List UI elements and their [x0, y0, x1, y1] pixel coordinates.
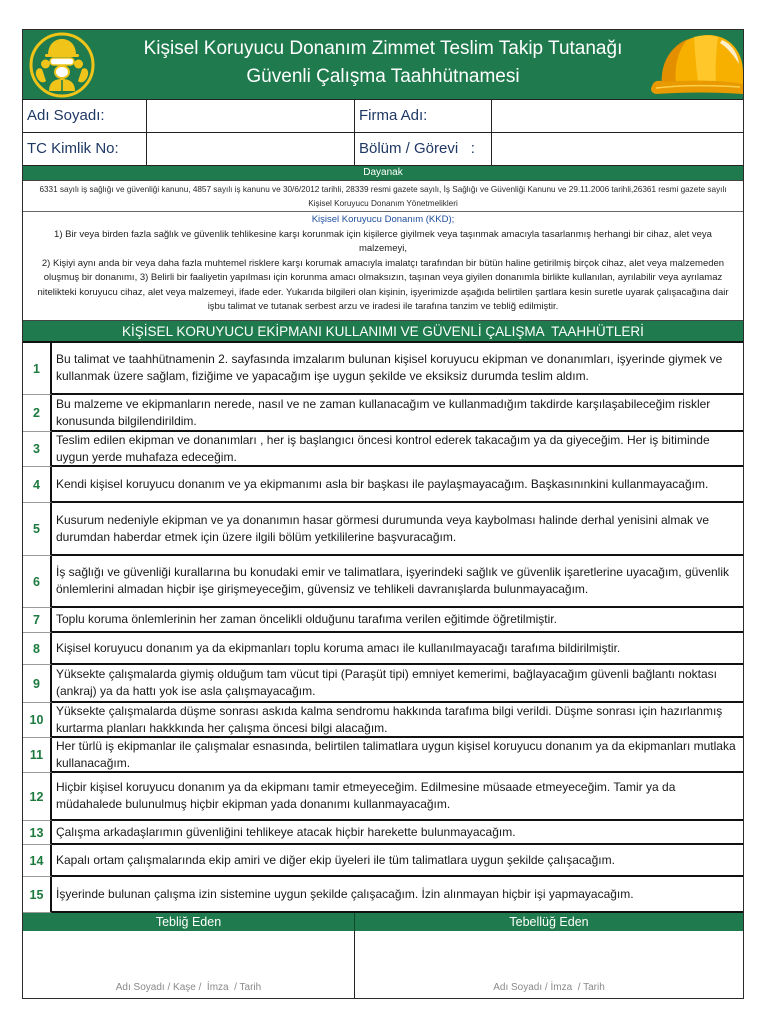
commitment-text-cell — [52, 432, 743, 467]
ppe-definition-item-1: 1) Bir veya birden fazla sağlık ve güvenlik tehlikesine karşı korunmak için kişilerce giyilmek veya taşınmak amacıyla tasarlanmış herhangi bir cihaz, alet veya malzemeyi, — [54, 228, 712, 254]
department-value-cell — [492, 133, 743, 165]
department-label: Bölüm / Görevi : — [355, 133, 492, 165]
recipient-signature-box — [355, 931, 743, 998]
signature-row — [23, 931, 743, 998]
commitment-text: Her türlü iş ekipmanlar ile çalışmalar esnasında, belirtilen talimatlara uygun kişisel koruyucu donanım ya da ekipmanları mutlaka kullanacağım. — [56, 738, 736, 770]
notifier-heading: Tebliğ Eden — [23, 913, 355, 931]
commitment-row — [23, 608, 743, 633]
commitment-row — [23, 738, 743, 773]
commitment-number: 2 — [23, 395, 52, 432]
name-value-cell — [147, 100, 355, 132]
commitment-number: 7 — [23, 608, 52, 633]
commitment-text-cell — [52, 821, 743, 845]
ppe-definition-title: Kişisel Koruyucu Donanım (KKD); — [311, 214, 455, 225]
commitment-text-cell — [52, 467, 743, 503]
commitment-text-cell — [52, 738, 743, 773]
commitment-row — [23, 395, 743, 432]
commitment-text: Yüksekte çalışmalarda giymiş olduğum tam vücut tipi (Paraşüt tipi) emniyet kemerimi, bağlayacağım güvenli bağlantı noktası (ankraj) ya da hattı yok ise asla çalışmayacağım. — [56, 667, 717, 698]
form-subtitle: Güvenli Çalışma Taahhütnamesi — [246, 66, 520, 87]
commitment-text: Kapalı ortam çalışmalarında ekip amiri ve diğer ekip üyeleri ile tüm talimatlara uygun şekilde çalışacağım. — [56, 852, 615, 867]
commitment-text-cell — [52, 633, 743, 665]
commitment-number: 9 — [23, 665, 52, 703]
commitment-text: Kişisel koruyucu donanım ya da ekipmanları toplu koruma amacı ile kullanılmayacağı tarafıma bildirilmiştir. — [56, 640, 621, 655]
commitment-text: Hiçbir kişisel koruyucu donanım ya da ekipmanı tamir etmeyeceğim. Edilmesine müsaade etmeyeceğim. Tamir ya da müdahalede bulunulmuş hiçbir ekipman yada donanımı kullanmayacağım. — [56, 780, 676, 811]
commitment-row — [23, 432, 743, 467]
commitment-row — [23, 703, 743, 738]
commitment-number: 12 — [23, 773, 52, 821]
ppe-definition-item-2: 2) Kişiyi aynı anda bir veya daha fazla muhtemel risklere karşı korumak amacıyla imalatçı tarafından bir bütün haline getirilmiş birçok cihaz, alet veya malzemeden oluşmuş bir donanımı, 3) Belirli bir faaliyetin yapılması için korunma amacı olmaksızın, taşınan veya giyilen donanımla birlikte kullanılan, ayrılabilir veya ayrılamaz nitelikteki koruyucu cihaz, alet veya malzemeyi, ifade eder. Yukarıda bilgileri olan kişinin, işyerimizde aşağıda belirtilen şartlara kesin suretle uyarak çalışacağına dair işbu talimat ve tutanak serbest arzu ve iradesi ile tarafına tanzim ve tebliğ edilmiştir. — [37, 257, 729, 312]
commitment-text-cell — [52, 343, 743, 395]
commitment-row — [23, 633, 743, 665]
recipient-heading: Tebellüğ Eden — [355, 913, 743, 931]
commitment-number: 8 — [23, 633, 52, 665]
ppe-definition — [23, 212, 743, 321]
company-value-cell — [492, 100, 743, 132]
personal-info-row — [23, 100, 743, 133]
commitment-row — [23, 503, 743, 556]
commitment-number: 5 — [23, 503, 52, 556]
commitment-text-cell — [52, 556, 743, 608]
commitment-row — [23, 343, 743, 395]
form-title: Kişisel Koruyucu Donanım Zimmet Teslim Takip Tutanağı — [143, 38, 623, 59]
commitments-heading: KİŞİSEL KORUYUCU EKİPMANI KULLANIMI VE GÜVENLİ ÇALIŞMA TAAHHÜTLERİ — [23, 321, 743, 343]
commitment-text: İş sağlığı ve güvenliği kurallarına bu konudaki emir ve talimatlara, işyerindeki sağlık ve güvenlik işaretlerine uyacağım, güvenlik önlemlerini almadan hiçbir işe girişmeyeceğim, güvensiz ve tehlikeli davranışlarda bulunmayacağım. — [56, 565, 729, 596]
commitment-text-cell — [52, 845, 743, 877]
commitment-text-cell — [52, 608, 743, 633]
commitment-number: 1 — [23, 343, 52, 395]
form-page — [23, 30, 743, 998]
commitment-number: 15 — [23, 877, 52, 913]
commitments-table — [23, 343, 743, 913]
commitment-number: 6 — [23, 556, 52, 608]
form-header — [23, 30, 743, 100]
company-label: Firma Adı: — [355, 100, 492, 132]
commitment-row — [23, 877, 743, 913]
commitment-row — [23, 773, 743, 821]
commitment-row — [23, 845, 743, 877]
commitment-text: Teslim edilen ekipman ve donanımları , her iş başlangıcı öncesi kontrol ederek takacağım ya da giyeceğim. Her iş bitiminde uygun yerde muhafaza edeceğim. — [56, 432, 710, 464]
commitment-text-cell — [52, 665, 743, 703]
commitment-row — [23, 467, 743, 503]
commitment-text: İşyerinde bulunan çalışma izin sistemine uygun şekilde çalışacağım. İzin alınmayan hiçbir işi yapmayacağım. — [56, 886, 634, 901]
commitment-text: Bu malzeme ve ekipmanların nerede, nasıl ve ne zaman kullanacağım ve kullanmadığım takdirde karşılaşabileceğim riskler konusunda bilgilendirildim. — [56, 396, 711, 428]
commitment-text: Bu talimat ve taahhütnamenin 2. sayfasında imzalarım bulunan kişisel koruyucu ekipman ve donanımları, işyerinde giymek ve kullanmak üzere sağlam, fiziğime ve yapacağım işe uygun şekilde ve eksiksiz durumda teslim aldım. — [56, 352, 723, 383]
basis-heading: Dayanak — [23, 166, 743, 181]
notifier-signature-box — [23, 931, 355, 998]
tc-id-value-cell — [147, 133, 355, 165]
commitment-number: 10 — [23, 703, 52, 738]
name-label: Adı Soyadı: — [23, 100, 147, 132]
commitment-text: Yüksekte çalışmalarda düşme sonrası askıda kalma sendromu hakkında tarafıma bilgi verildi. Düşme sonrası için hazırlanmış kurtarma planları hakkkında her çalışma öncesi bilgi alacağım. — [56, 703, 723, 735]
recipient-signature-caption: Adı Soyadı / İmza / Tarih — [493, 982, 605, 993]
commitment-text-cell — [52, 773, 743, 821]
commitment-row — [23, 556, 743, 608]
identity-info-row — [23, 133, 743, 166]
commitment-text-cell — [52, 703, 743, 738]
signature-header-row — [23, 913, 743, 931]
commitment-number: 14 — [23, 845, 52, 877]
commitment-number: 3 — [23, 432, 52, 467]
hard-hat-icon — [650, 30, 743, 100]
tc-id-label: TC Kimlik No: — [23, 133, 147, 165]
commitment-text: Kusurum nedeniyle ekipman ve ya donanımın hasar görmesi durumunda veya kaybolması halinde derhal yenisini almak ve durumdan haberdar etmek için üzere ilgili bölüm yetkililerine başvuracağım. — [56, 512, 710, 544]
commitment-text-cell — [52, 395, 743, 432]
commitment-text: Toplu koruma önlemlerinin her zaman öncelikli olduğunu tarafıma verilen eğitimde öğretilmiştir. — [56, 612, 557, 626]
commitment-number: 13 — [23, 821, 52, 845]
commitment-text: Kendi kişisel koruyucu donanım ve ya ekipmanımı asla bir başkası ile paylaşmayacağım. Başkasınınkini kullanmayacağım. — [56, 476, 709, 491]
commitment-text-cell — [52, 877, 743, 913]
notifier-signature-caption: Adı Soyadı / Kaşe / İmza / Tarih — [115, 982, 262, 993]
commitment-text: Çalışma arkadaşlarımın güvenliğini tehlikeye atacak hiçbir harekette bulunmayacağım. — [56, 824, 516, 839]
commitment-text-cell — [52, 503, 743, 556]
basis-legal-text: 6331 sayılı iş sağlığı ve güvenliği kanunu, 4857 sayılı iş kanunu ve 30/6/2012 tarihli, 28339 resmi gazete sayılı, İş Sağlığı ve Güvenliği Kanunu ve 29.11.2006 tarihli,26361 resmi gazete sayılı Kişisel Koruyucu Donanım Yönetmelikleri — [23, 181, 743, 212]
commitment-number: 11 — [23, 738, 52, 773]
commitment-row — [23, 821, 743, 845]
commitment-row — [23, 665, 743, 703]
commitment-number: 4 — [23, 467, 52, 503]
